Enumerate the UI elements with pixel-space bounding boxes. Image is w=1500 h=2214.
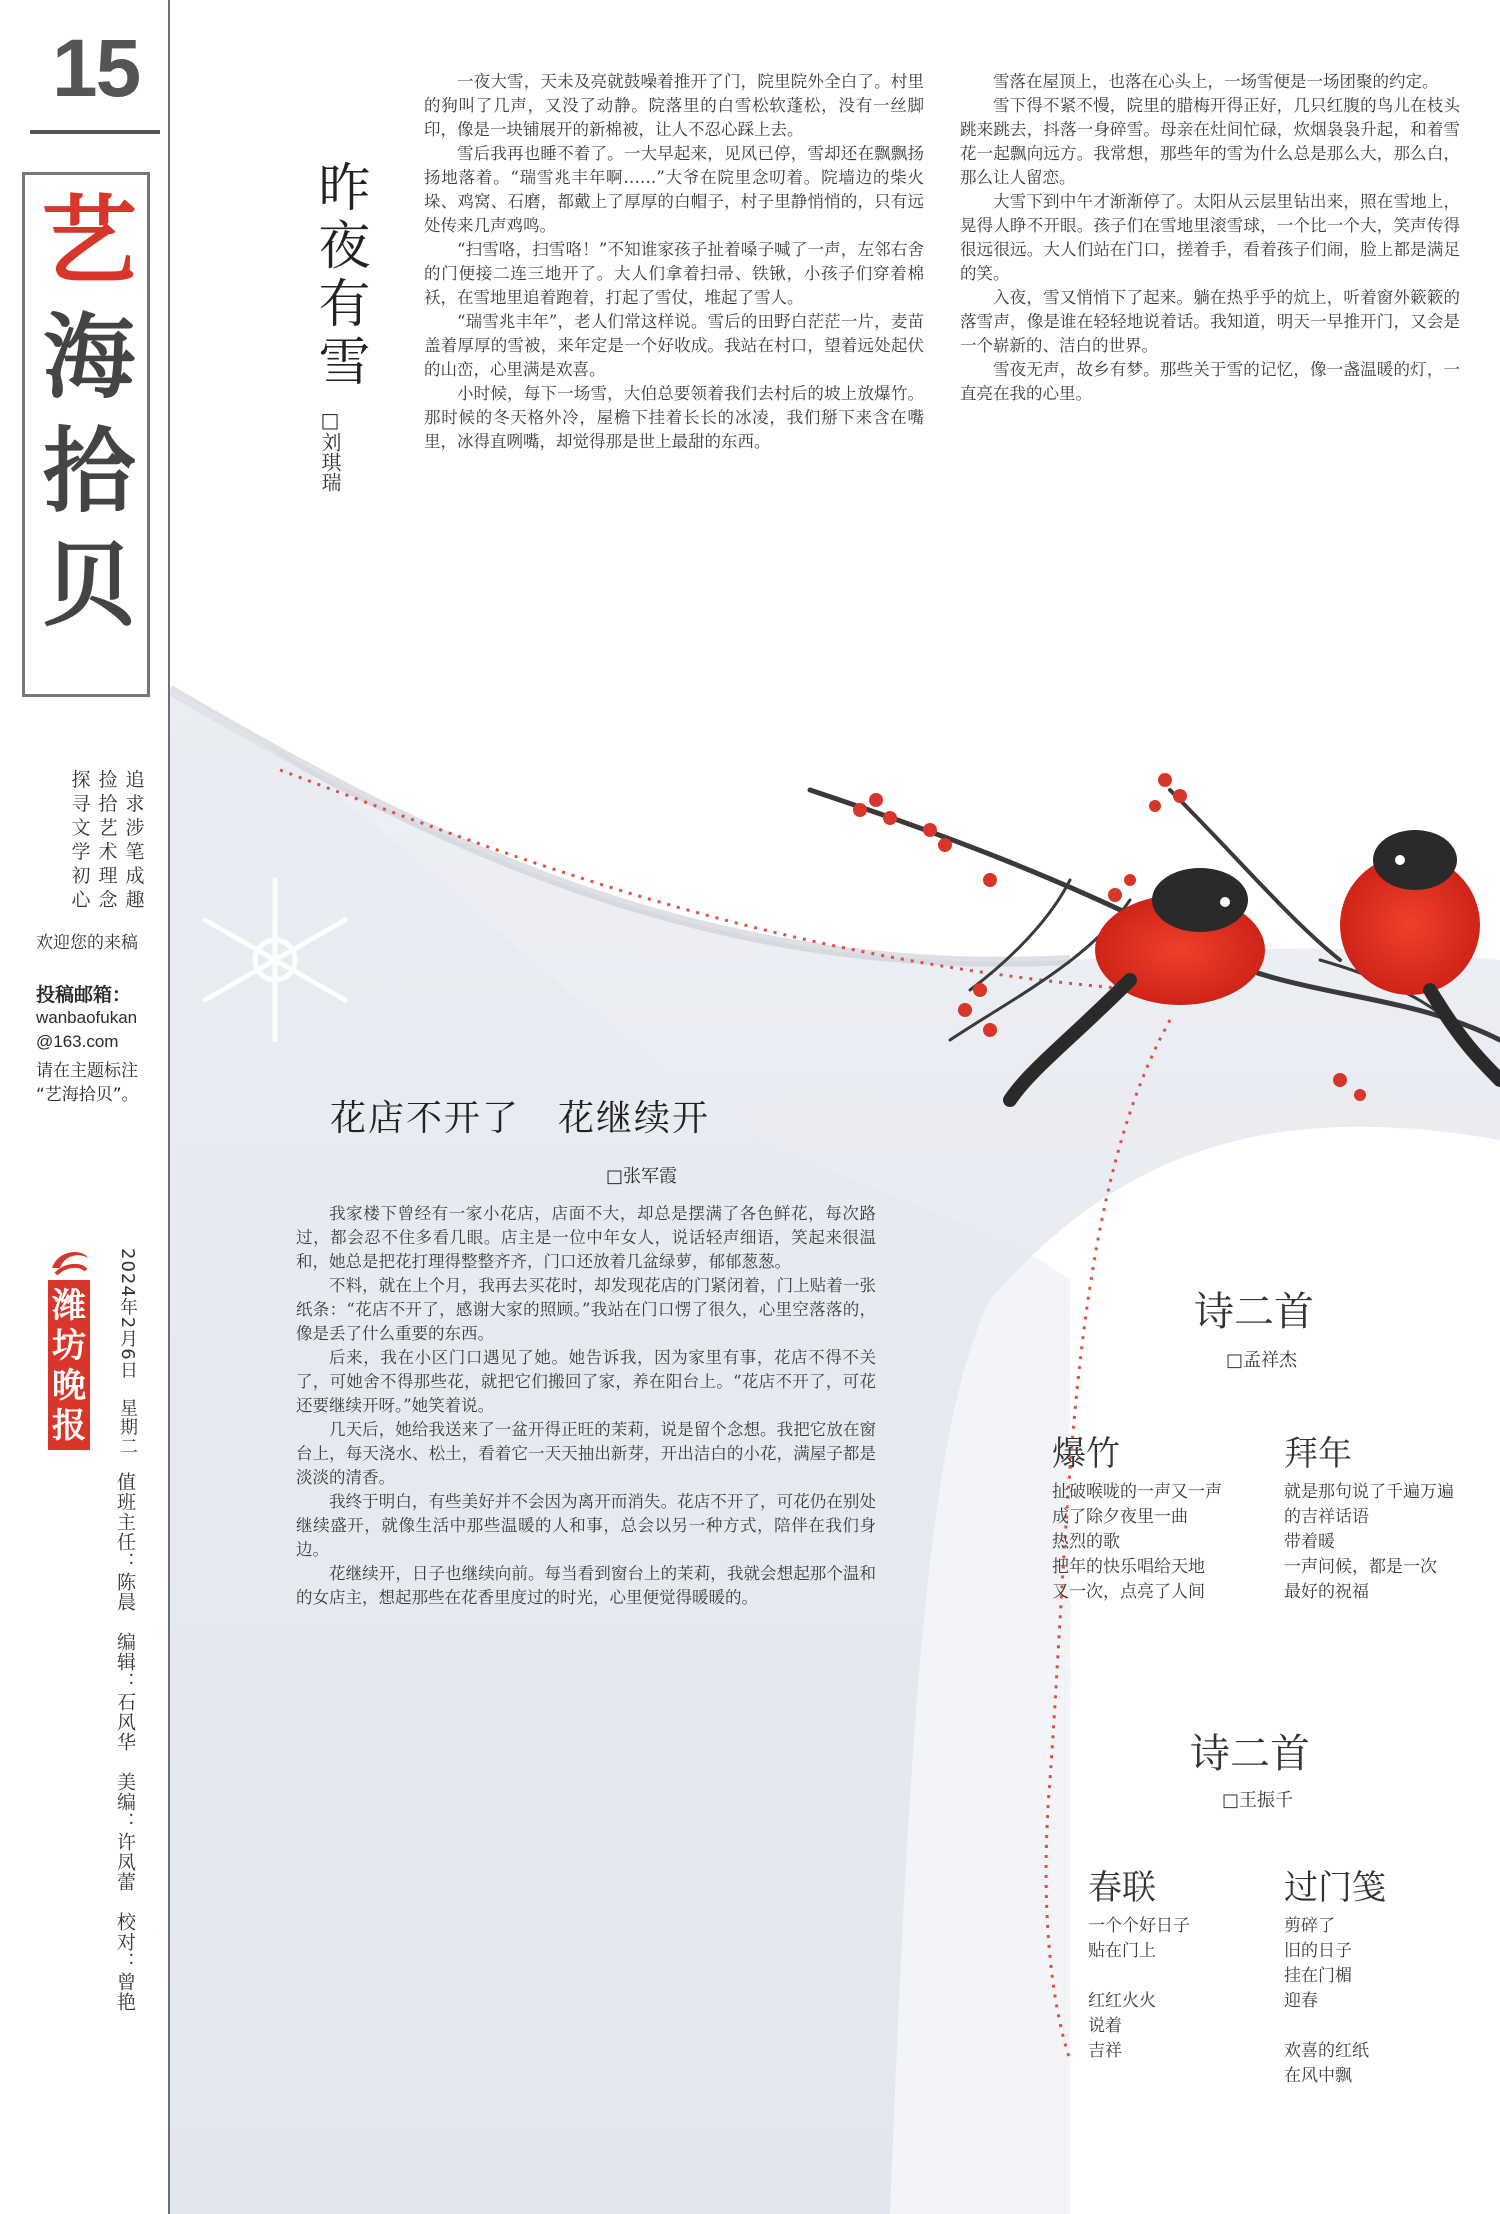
page-number: 15 bbox=[52, 23, 140, 114]
slogan-line bbox=[43, 768, 65, 792]
article-body bbox=[296, 1202, 876, 2192]
article-body-column bbox=[424, 70, 924, 790]
slogan-line: 捡拾艺术理念 bbox=[98, 769, 118, 911]
poem-line: 挂在门楣 bbox=[1284, 1966, 1352, 1986]
poem-group-heading: 诗二首 bbox=[1190, 1731, 1310, 1777]
article-author: □张军霞 bbox=[606, 1166, 678, 1187]
poem-title: 春联 bbox=[1088, 1868, 1156, 1908]
poem-line: 热烈的歌 bbox=[1052, 1532, 1120, 1552]
poem-title: 过门笺 bbox=[1284, 1868, 1386, 1908]
article-body-column bbox=[960, 70, 1460, 760]
paragraph: 雪下得不紧不慢，院里的腊梅开得正好，几只红腹的鸟儿在枝头跳来跳去，抖落一身碎雪。母亲在灶间忙碌，炊烟袅袅升起，和着雪花一起飘向远方。我常想，那些年的雪为什么总是那么大，那么白，那么让人留恋。 bbox=[960, 96, 1460, 187]
slogan-line: 探寻文学初心 bbox=[71, 769, 91, 911]
page-number-rule bbox=[30, 130, 160, 134]
paragraph: 雪后我再也睡不着了。一大早起来，见风已停，雪却还在飘飘扬扬地落着。“瑞雪兆丰年啊……”大爷在院里念叨着。院墙边的柴火垛、鸡窝、石磨，都戴上了厚厚的白帽子，村子里静悄悄的，只有远处传来几声鸡鸣。 bbox=[424, 144, 924, 235]
paragraph: 我家楼下曾经有一家小花店，店面不大，却总是摆满了各色鲜花，每次路过，都会忍不住多看几眼。店主是一位中年女人，说话轻声细语，笑起来很温和，她总是把花打理得整整齐齐，门口还放着几盆绿萝，郁郁葱葱。 bbox=[296, 1204, 876, 1271]
poem-title: 爆竹 bbox=[1052, 1434, 1120, 1474]
newspaper-logo bbox=[48, 1280, 90, 1450]
newspaper-name: 潍坊晚报 bbox=[52, 1286, 86, 1446]
poem-line: 剪碎了 bbox=[1284, 1916, 1335, 1936]
rail-divider bbox=[168, 0, 170, 2214]
poem-line: 在风中飘 bbox=[1284, 2066, 1352, 2086]
paragraph: 一夜大雪，天未及亮就鼓噪着推开了门，院里院外全白了。村里的狗叫了几声，又没了动静。院落里的白雪松软蓬松，没有一丝脚印，像是一块铺展开的新棉被，让人不忍心踩上去。 bbox=[424, 72, 924, 139]
paragraph: 几天后，她给我送来了一盆开得正旺的茉莉，说是留个念想。我把它放在窗台上，每天浇水、松土，看着它一天天抽出新芽，开出洁白的小花，满屋子都是淡淡的清香。 bbox=[296, 1420, 876, 1487]
paragraph: 我终于明白，有些美好并不会因为离开而消失。花店不开了，可花仍在别处继续盛开，就像生活中那些温暖的人和事，总会以另一种方式，陪伴在我们身边。 bbox=[296, 1492, 876, 1559]
poem-group-author: □孟祥杰 bbox=[1226, 1350, 1298, 1371]
paragraph: 后来，我在小区门口遇见了她。她告诉我，因为家里有事，花店不得不关了，可她舍不得那些花，就把它们搬回了家，养在阳台上。“花店不开了，可花还要继续开呀。”她笑着说。 bbox=[296, 1348, 876, 1415]
poem-line: 贴在门上 bbox=[1088, 1941, 1156, 1961]
paragraph: 入夜，雪又悄悄下了起来。躺在热乎乎的炕上，听着窗外簌簌的落雪声，像是谁在轻轻地说着话。我知道，明天一早推开门，又会是一个崭新的、洁白的世界。 bbox=[960, 288, 1460, 355]
issue-date: 2024年2月6日 星期二 bbox=[117, 1248, 138, 1456]
newspaper-logo-icon bbox=[48, 1244, 92, 1280]
article-title: 昨夜有雪 bbox=[309, 160, 369, 392]
poem-line: 就是那句说了千遍万遍 bbox=[1284, 1482, 1454, 1502]
paragraph: 花继续开，日子也继续向前。每当看到窗台上的茉莉，我就会想起那个温和的女店主，想起那些在花香里度过的时光，心里便觉得暖暖的。 bbox=[296, 1564, 876, 1607]
contact-email[interactable]: wanbaofukan bbox=[36, 1008, 138, 1027]
contact-email-domain[interactable]: @163.com bbox=[36, 1032, 119, 1051]
poem-line: 又一次，点亮了人间 bbox=[1052, 1582, 1205, 1602]
staff-credits: 值班主任：陈晨 编辑：石风华 美编：许凤蕾 校对：曾艳 bbox=[114, 1472, 136, 2012]
column-name-char: 海 bbox=[42, 303, 135, 411]
poem-group-heading: 诗二首 bbox=[1194, 1289, 1314, 1335]
poem-line: 说着 bbox=[1088, 2016, 1122, 2036]
poem-line: 迎春 bbox=[1284, 1991, 1318, 2011]
column-name-char: 拾 bbox=[42, 417, 135, 525]
contact-note: 请在主题标注 bbox=[36, 1061, 138, 1081]
paragraph: “瑞雪兆丰年”，老人们常这样说。雪后的田野白茫茫一片，麦苗盖着厚厚的雪被，来年定是一个好收成。我站在村口，望着远处起伏的山峦，心里满是欢喜。 bbox=[424, 312, 924, 379]
article-title: 花店不开了 花继续开 bbox=[330, 1098, 711, 1139]
poem-body bbox=[1284, 1914, 1484, 2089]
contact-note: “艺海拾贝”。 bbox=[36, 1085, 139, 1105]
column-name-char: 贝 bbox=[42, 531, 135, 639]
welcome-note: 欢迎您的来稿 bbox=[36, 933, 138, 953]
poem-body bbox=[1284, 1480, 1484, 1605]
column-name-char: 艺 bbox=[41, 184, 137, 297]
poem-line: 把年的快乐唱给天地 bbox=[1052, 1557, 1205, 1577]
article-author: □刘琪瑞 bbox=[318, 408, 342, 492]
paragraph: 大雪下到中午才渐渐停了。太阳从云层里钻出来，照在雪地上，晃得人睁不开眼。孩子们在雪地里滚雪球，一个比一个大，笑声传得很远很远。大人们站在门口，搓着手，看着孩子们闹，脸上都是满足的笑。 bbox=[960, 192, 1460, 283]
poem-line: 带着暖 bbox=[1284, 1532, 1335, 1552]
poem-body bbox=[1052, 1480, 1252, 1605]
poem-line: 欢喜的红纸 bbox=[1284, 2041, 1369, 2061]
poem-line: 红红火火 bbox=[1088, 1991, 1156, 2011]
poem-line: 一个个好日子 bbox=[1088, 1916, 1190, 1936]
slogan-line: 追求涉笔成趣 bbox=[125, 769, 145, 911]
poem-body bbox=[1088, 1914, 1268, 2064]
poem-group-author: □王振千 bbox=[1222, 1790, 1294, 1811]
poem-line: 最好的祝福 bbox=[1284, 1582, 1369, 1602]
poem-line: 吉祥 bbox=[1088, 2041, 1122, 2061]
poem-line: 扯破喉咙的一声又一声 bbox=[1052, 1482, 1222, 1502]
paragraph: 小时候，每下一场雪，大伯总要领着我们去村后的坡上放爆竹。那时候的冬天格外冷，屋檐下挂着长长的冰凌，我们掰下来含在嘴里，冰得直咧嘴，却觉得那是世上最甜的东西。 bbox=[424, 384, 924, 451]
paragraph: 雪落在屋顶上，也落在心头上，一场雪便是一场团聚的约定。 bbox=[993, 72, 1439, 91]
poem-line: 一声问候，都是一次 bbox=[1284, 1557, 1437, 1577]
poem-line: 旧的日子 bbox=[1284, 1941, 1352, 1961]
poem-title: 拜年 bbox=[1284, 1434, 1352, 1474]
poem-line: 成了除夕夜里一曲 bbox=[1052, 1507, 1188, 1527]
contact-label: 投稿邮箱： bbox=[36, 984, 132, 1006]
column-name-box bbox=[22, 172, 150, 697]
paragraph: “扫雪咯，扫雪咯！”不知谁家孩子扯着嗓子喊了一声，左邻右舍的门便接二连三地开了。大人们拿着扫帚、铁锹，小孩子们穿着棉袄，在雪地里追着跑着，打起了雪仗，堆起了雪人。 bbox=[424, 240, 924, 307]
paragraph: 不料，就在上个月，我再去买花时，却发现花店的门紧闭着，门上贴着一张纸条：“花店不开了，感谢大家的照顾。”我站在门口愣了很久，心里空落落的，像是丢了什么重要的东西。 bbox=[296, 1276, 876, 1343]
paragraph: 雪夜无声，故乡有梦。那些关于雪的记忆，像一盏温暖的灯，一直亮在我的心里。 bbox=[960, 360, 1460, 403]
poem-line: 的吉祥话语 bbox=[1284, 1507, 1369, 1527]
